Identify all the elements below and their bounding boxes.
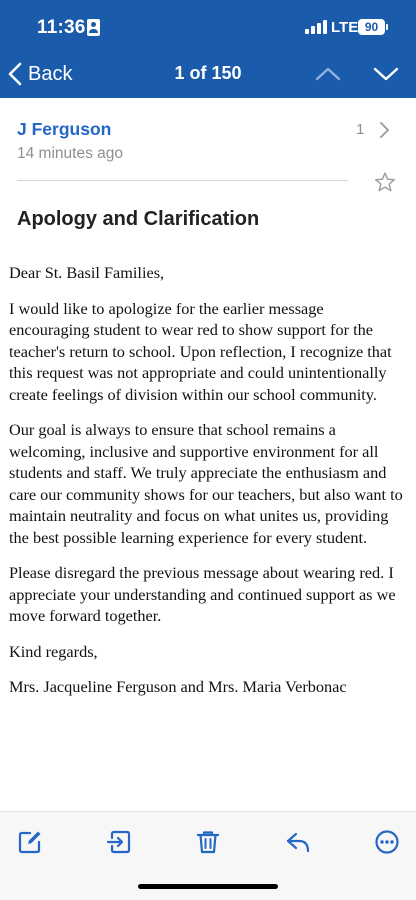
message-body [9,262,407,712]
body-paragraph: Please disregard the previous message about wearing red. I appreciate your understanding and continued support as we move forward together. [9,563,396,625]
back-label: Back [28,62,73,85]
status-time: 11:36 [37,17,86,38]
move-to-folder-icon[interactable] [106,829,132,855]
previous-message-icon[interactable] [313,60,343,88]
compose-icon[interactable] [17,829,43,855]
battery-icon: 90 [358,19,385,35]
message-position: 1 of 150 [174,63,242,83]
status-bar [0,0,416,52]
body-paragraph: I would like to apologize for the earlier message encouraging student to wear red to show support for the teacher's return to school. Upon reflection, I recognize that this request was not appropriate and could unintentionally create feelings of division within our school community. [9,298,392,404]
body-paragraph: Our goal is always to ensure that school remains a welcoming, inclusive and supportive environment for all students and staff. We truly appreciate the enthusiasm and care our community shows for our teachers, but also want to maintain neutrality and focus on what unites us, providing the best possible learning experience for every student. [9,420,403,547]
signal-strength-icon [305,20,327,34]
reply-icon[interactable] [285,829,311,855]
home-indicator[interactable] [138,884,278,889]
sender-name[interactable]: J Ferguson [17,119,112,139]
next-message-icon[interactable] [371,60,401,88]
message-nav [0,52,416,96]
network-type: LTE [331,19,359,36]
header-divider [17,180,348,181]
greeting: Dear St. Basil Families, [9,263,165,282]
contact-card-icon [87,19,100,36]
chevron-right-icon[interactable] [378,121,390,139]
message-subject: Apology and Clarification [17,208,260,230]
battery-tip [386,24,388,30]
more-icon[interactable] [374,829,400,855]
header-bar [0,0,416,98]
received-time: 14 minutes ago [17,145,123,162]
thread-count: 1 [356,121,365,138]
trash-icon[interactable] [195,829,221,855]
sign-off: Kind regards, [9,641,98,661]
star-icon[interactable] [374,171,396,193]
signature: Mrs. Jacqueline Ferguson and Mrs. Maria Verbonac [9,677,347,696]
